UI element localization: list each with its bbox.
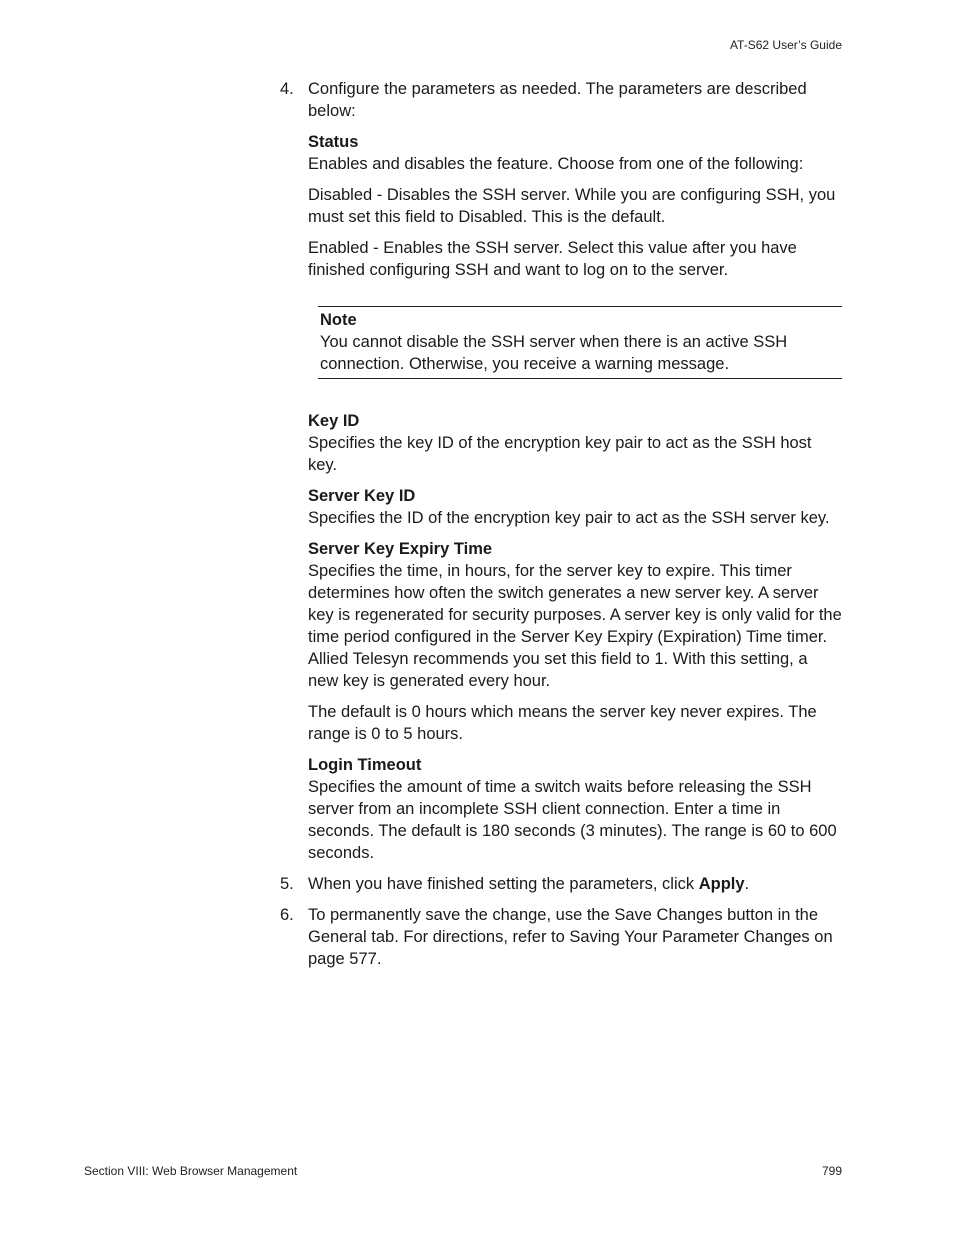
apply-keyword: Apply <box>698 875 745 893</box>
page-number: 799 <box>821 1164 842 1178</box>
status-description: Enables and disables the feature. Choose from one of the following: <box>308 155 804 173</box>
running-header: AT-S62 User’s Guide <box>729 38 842 52</box>
step-text: Configure the parameters as needed. The parameters are described below: <box>308 80 807 120</box>
parameter-list <box>308 131 842 281</box>
step-4 <box>280 78 842 122</box>
step-5 <box>280 873 842 895</box>
step-text <box>308 875 749 893</box>
status-enabled: Enabled - Enables the SSH server. Select this value after you have finished configuring SSH and want to log on to the server. <box>308 239 797 279</box>
note-title: Note <box>320 311 357 329</box>
server-key-expiry-description: Specifies the time, in hours, for the server key to expire. This timer determines how often the switch generates a new server key. A server key is regenerated for security purposes. A server key is only valid for the time period configured in the Server Key Expiry (Expiration) Time timer. Allied Telesyn recommends you set this field to 1. With this setting, a new key is generated every hour. <box>308 562 842 690</box>
page-content <box>280 78 842 979</box>
step-text: To permanently save the change, use the Save Changes button in the General tab. For directions, refer to Saving Your Parameter Changes on page 577. <box>308 906 833 968</box>
step-number: 5. <box>280 875 294 893</box>
term-server-key-expiry: Server Key Expiry Time <box>308 540 493 558</box>
step-number: 6. <box>280 906 294 924</box>
step-text-before: When you have finished setting the parameters, click <box>308 875 699 893</box>
key-id-description: Specifies the key ID of the encryption key pair to act as the SSH host key. <box>308 434 812 474</box>
term-status: Status <box>308 133 359 151</box>
server-key-id-description: Specifies the ID of the encryption key pair to act as the SSH server key. <box>308 509 830 527</box>
footer-section: Section VIII: Web Browser Management <box>84 1164 298 1178</box>
server-key-expiry-default: The default is 0 hours which means the server key never expires. The range is 0 to 5 hours. <box>308 703 817 743</box>
term-login-timeout: Login Timeout <box>308 756 422 774</box>
term-key-id: Key ID <box>308 412 360 430</box>
login-timeout-description: Specifies the amount of time a switch waits before releasing the SSH server from an incomplete SSH client connection. Enter a time in seconds. The default is 180 seconds (3 minutes). The range is 60 to 600 seconds. <box>308 778 837 862</box>
parameter-list-continued <box>308 410 842 864</box>
step-6 <box>280 904 842 970</box>
term-server-key-id: Server Key ID <box>308 487 416 505</box>
note-box <box>318 306 842 379</box>
step-text-after: . <box>744 875 750 893</box>
note-text: You cannot disable the SSH server when there is an active SSH connection. Otherwise, you receive a warning message. <box>320 333 788 373</box>
step-number: 4. <box>280 80 294 98</box>
status-disabled: Disabled - Disables the SSH server. While you are configuring SSH, you must set this field to Disabled. This is the default. <box>308 186 836 226</box>
